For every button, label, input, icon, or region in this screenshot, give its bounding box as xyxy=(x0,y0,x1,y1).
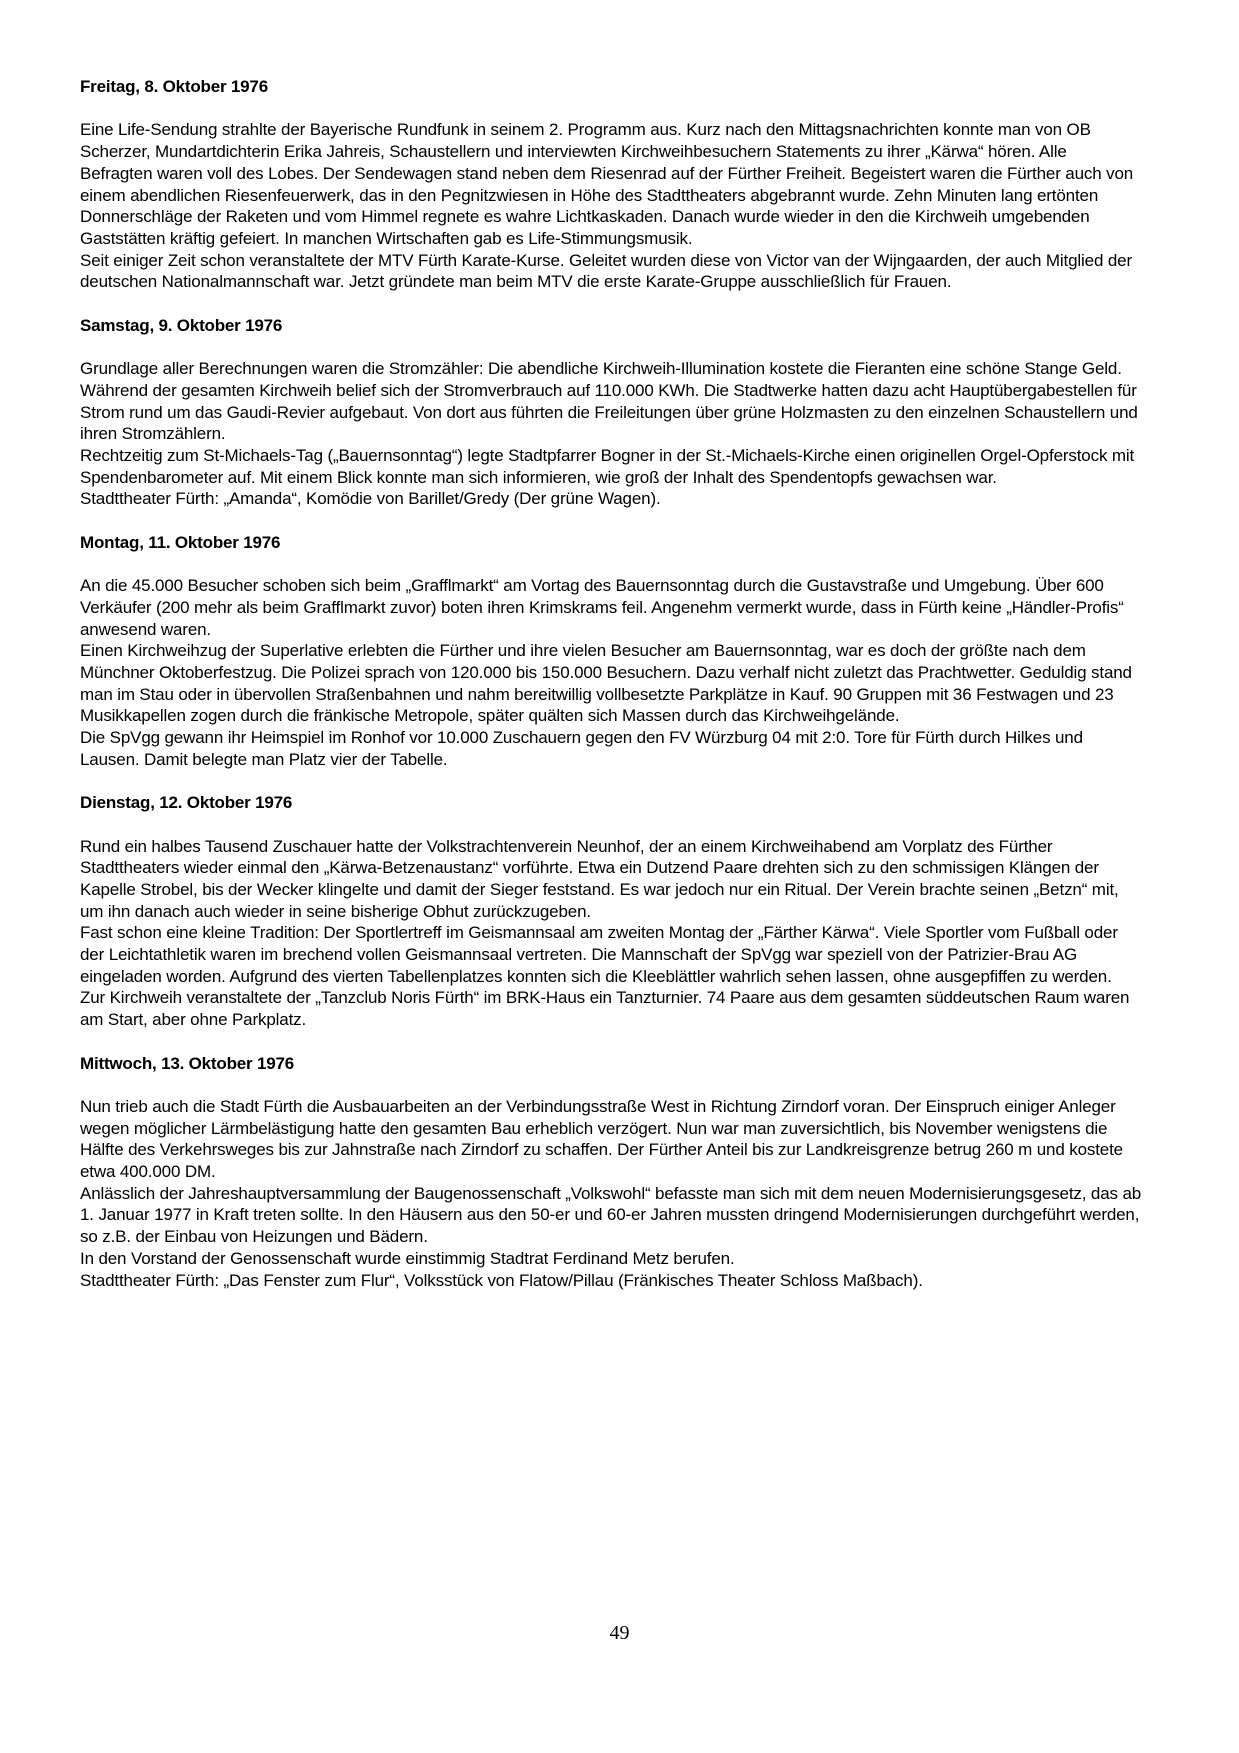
paragraph: Die SpVgg gewann ihr Heimspiel im Ronhof vor 10.000 Zuschauern gegen den FV Würzburg 04 mit 2:0. Tore für Fürth durch Hilkes und Lausen. Damit belegte man Platz vier der Tabelle. xyxy=(80,728,1083,769)
section-heading: Dienstag, 12. Oktober 1976 xyxy=(80,793,293,813)
paragraph: Eine Life-Sendung strahlte der Bayerische Rundfunk in seinem 2. Programm aus. Kurz nach den Mittagsnachrichten konnte man von OB Scherzer, Mundartdichterin Erika Jahreis, Schaustellern und interviewten Kirchweihbesuchern Statements zu ihrer „Kärwa“ hören. Alle Befragten waren voll des Lobes. Der Sendewagen stand neben dem Riesenrad auf der Fürther Freiheit. Begeistert waren die Fürther auch von einem abendlichen Riesenfeuerwerk, das in den Pegnitzwiesen in Höhe des Stadttheaters abgebrannt wurde. Zehn Minuten lang ertönten Donnerschläge der Raketen und vom Himmel regnete es wahre Lichtkaskaden. Danach wurde wieder in den die Kirchweih umgebenden Gaststätten kräftig gefeiert. In manchen Wirtschaften gab es Life-Stimmungsmusik. xyxy=(80,120,1134,248)
paragraph: An die 45.000 Besucher schoben sich beim „Grafflmarkt“ am Vortag des Bauernsonntag durch die Gustavstraße und Umgebung. Über 600 Verkäufer (200 mehr als beim Grafflmarkt zuvor) boten ihren Krimskrams feil. Angenehm vermerkt wurde, dass in Fürth keine „Händler-Profis“ anwesend waren. xyxy=(80,576,1124,639)
paragraph: Fast schon eine kleine Tradition: Der Sportlertreff im Geismannsaal am zweiten Montag der „Färther Kärwa“. Viele Sportler vom Fußball oder der Leichtathletik waren im brechend vollen Geismannsaal vertreten. Die Mannschaft der SpVgg war speziell von der Patrizier-Brau AG eingeladen worden. Aufgrund des vierten Tabellenplatzes konnten sich die Kleeblättler wahrlich sehen lassen, ohne ausgepfiffen zu werden. xyxy=(80,923,1118,986)
paragraph: Seit einiger Zeit schon veranstaltete der MTV Fürth Karate-Kurse. Geleitet wurden diese von Victor van der Wijngaarden, der auch Mitglied der deutschen Nationalmannschaft war. Jetzt gründete man beim MTV die erste Karate-Gruppe ausschließlich für Frauen. xyxy=(80,250,1132,292)
paragraph: Grundlage aller Berechnungen waren die Stromzähler: Die abendliche Kirchweih-Illumination kostete die Fieranten eine schöne Stange Geld. Während der gesamten Kirchweih belief sich der Stromverbrauch auf 110.000 KWh. Die Stadtwerke hatten dazu acht Hauptübergabestellen für Strom rund um das Gaudi-Revier aufgebaut. Von dort aus führten die Freileitungen über grüne Holzmasten zu den einzelnen Schaustellern und ihren Stromzählern. xyxy=(80,359,1138,444)
document-page xyxy=(80,76,1142,1313)
paragraph: Einen Kirchweihzug der Superlative erlebten die Fürther und ihre vielen Besucher am Bauernsonntag, war es doch der größte nach dem Münchner Oktoberfestzug. Die Polizei sprach von 120.000 bis 150.000 Besuchern. Dazu verhalf nicht zuletzt das Prachtwetter. Geduldig stand man im Stau oder in übervollen Straßenbahnen und nahm bereitwillig vollbesetzte Parkplätze in Kauf. 90 Gruppen mit 36 Festwagen und 23 Musikkapellen zogen durch die fränkische Metropole, später quälten sich Massen durch das Kirchweihgelände. xyxy=(80,641,1132,726)
section-freitag-8-oktober xyxy=(80,76,1142,293)
section-heading: Mittwoch, 13. Oktober 1976 xyxy=(80,1053,294,1073)
paragraph: In den Vorstand der Genossenschaft wurde einstimmig Stadtrat Ferdinand Metz berufen. xyxy=(80,1248,735,1268)
paragraph: Zur Kirchweih veranstaltete der „Tanzclub Noris Fürth“ im BRK-Haus ein Tanzturnier. 74 Paare aus dem gesamten süddeutschen Raum waren am Start, aber ohne Parkplatz. xyxy=(80,988,1130,1030)
section-mittwoch-13-oktober xyxy=(80,1053,1142,1292)
paragraph: Rechtzeitig zum St-Michaels-Tag („Bauernsonntag“) legte Stadtpfarrer Bogner in der St.-Michaels-Kirche einen originellen Orgel-Opferstock mit Spendenbarometer auf. Mit einem Blick konnte man sich informieren, wie groß der Inhalt des Spendentopfs gewachsen war. xyxy=(80,445,1135,487)
page-number: 49 xyxy=(609,1622,630,1644)
section-heading: Samstag, 9. Oktober 1976 xyxy=(80,315,283,335)
paragraph: Nun trieb auch die Stadt Fürth die Ausbauarbeiten an der Verbindungsstraße West in Richtung Zirndorf voran. Der Einspruch einiger Anleger wegen möglicher Lärmbelästigung hatte den gesamten Bau erheblich verzögert. Nun war man zuversichtlich, bis November wenigstens die Hälfte des Verkehrsweges bis zur Jahnstraße nach Zirndorf zu schaffen. Der Fürther Anteil bis zur Landkreisgrenze betrug 260 m und kostete etwa 400.000 DM. xyxy=(80,1096,1123,1182)
paragraph: Anlässlich der Jahreshauptversammlung der Baugenossenschaft „Volkswohl“ befasste man sich mit dem neuen Modernisierungsgesetz, das ab 1. Januar 1977 in Kraft treten sollte. In den Häusern aus den 50-er und 60-er Jahren mussten dringend Modernisierungen durchgeführt werden, so z.B. der Einbau von Heizungen und Bädern. xyxy=(80,1183,1142,1247)
section-heading: Montag, 11. Oktober 1976 xyxy=(80,532,281,552)
section-dienstag-12-oktober xyxy=(80,792,1142,1031)
section-heading: Freitag, 8. Oktober 1976 xyxy=(80,77,268,96)
paragraph: Stadttheater Fürth: „Das Fenster zum Flur“, Volksstück von Flatow/Pillau (Fränkisches Theater Schloss Maßbach). xyxy=(80,1270,923,1290)
paragraph: Stadttheater Fürth: „Amanda“, Komödie von Barillet/Gredy (Der grüne Wagen). xyxy=(80,489,661,509)
paragraph: Rund ein halbes Tausend Zuschauer hatte der Volkstrachtenverein Neunhof, der an einem Kirchweihabend am Vorplatz des Fürther Stadttheaters wieder einmal den „Kärwa-Betzenaustanz“ vorführte. Etwa ein Dutzend Paare drehten sich zu den schmissigen Klängen der Kapelle Strobel, bis der Wecker klingelte und damit der Sieger feststand. Es war jedoch nur ein Ritual. Der Verein brachte seinen „Betzn“ mit, um ihn danach auch wieder in seine bisherige Obhut zurückzugeben. xyxy=(80,836,1119,921)
section-samstag-9-oktober xyxy=(80,315,1142,510)
section-montag-11-oktober xyxy=(80,532,1142,771)
